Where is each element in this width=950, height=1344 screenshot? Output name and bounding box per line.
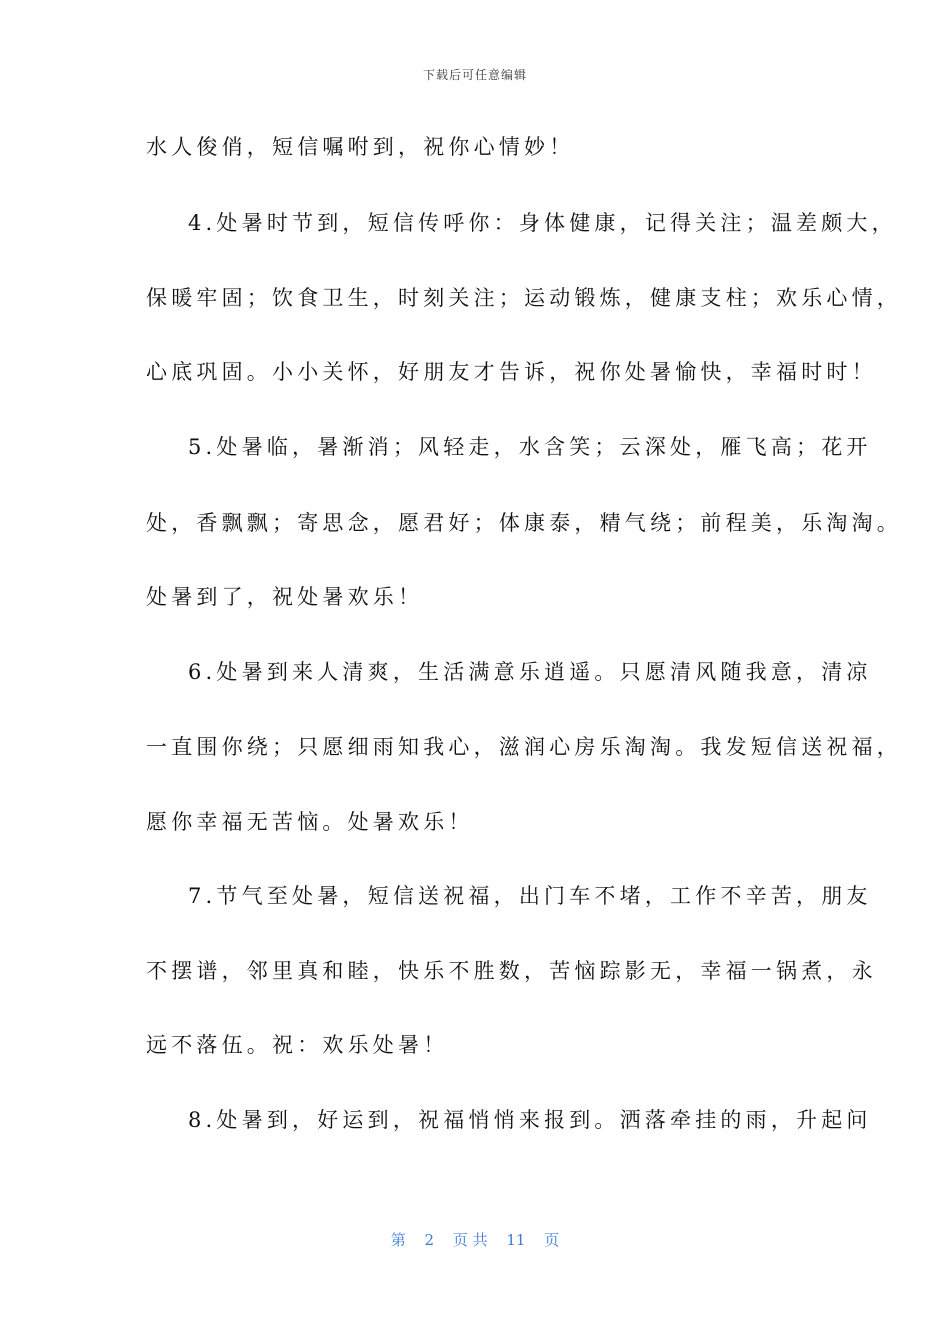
body-line: 6.处暑到来人清爽，生活满意乐逍遥。只愿清风随我意，清凉 bbox=[188, 660, 872, 684]
body-line: 不摆谱，邻里真和睦，快乐不胜数，苦恼踪影无，幸福一锅煮，永 bbox=[146, 959, 877, 983]
page-header: 下载后可任意编辑 bbox=[422, 68, 527, 82]
body-line: 愿你幸福无苦恼。处暑欢乐！ bbox=[146, 810, 474, 834]
body-line: 心底巩固。小小关怀，好朋友才告诉，祝你处暑愉快，幸福时时！ bbox=[146, 360, 877, 384]
page-footer bbox=[0, 1229, 950, 1250]
body-line: 水人俊俏，短信嘱咐到，祝你心情妙！ bbox=[146, 135, 575, 159]
body-line: 4.处暑时节到，短信传呼你：身体健康，记得关注；温差颇大， bbox=[188, 211, 897, 235]
body-line: 8.处暑到，好运到，祝福悄悄来报到。洒落牵挂的雨，升起问 bbox=[188, 1108, 872, 1132]
footer-suffix: 页 bbox=[544, 1231, 560, 1249]
body-line: 7.节气至处暑，短信送祝福，出门车不堵，工作不辛苦，朋友 bbox=[188, 884, 872, 908]
footer-prefix: 第 bbox=[390, 1231, 406, 1249]
body-line: 远不落伍。祝：欢乐处暑！ bbox=[146, 1033, 449, 1057]
body-line: 保暖牢固；饮食卫生，时刻关注；运动锻炼，健康支柱；欢乐心情， bbox=[146, 286, 902, 310]
body-line: 处暑到了，祝处暑欢乐！ bbox=[146, 585, 424, 609]
total-page-count: 11 bbox=[506, 1231, 526, 1249]
footer-middle: 页 共 bbox=[452, 1231, 488, 1249]
current-page-number: 2 bbox=[424, 1231, 435, 1249]
body-line: 5.处暑临，暑渐消；风轻走，水含笑；云深处，雁飞高；花开 bbox=[188, 435, 872, 459]
body-line: 一直围你绕；只愿细雨知我心，滋润心房乐淘淘。我发短信送祝福， bbox=[146, 735, 902, 759]
body-line: 处，香飘飘；寄思念，愿君好；体康泰，精气绕；前程美，乐淘淘。 bbox=[146, 511, 902, 535]
